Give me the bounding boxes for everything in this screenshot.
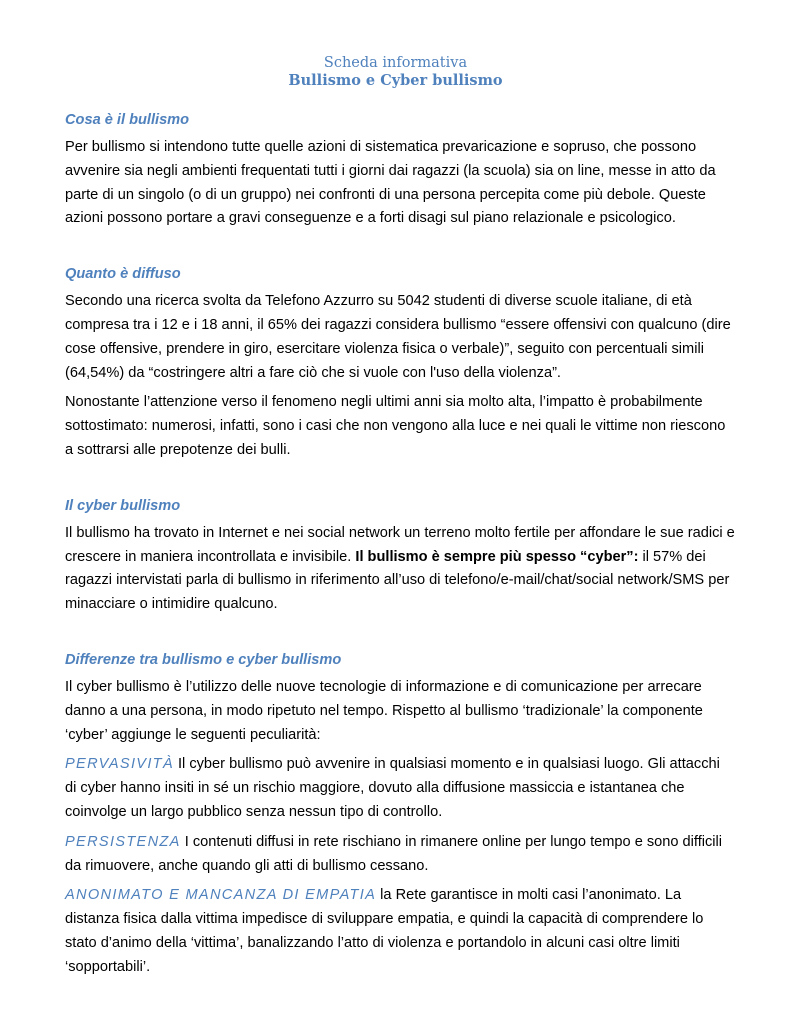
- peculiarity-item: [65, 753, 735, 824]
- title-block: [0, 54, 791, 90]
- section-gap: [65, 469, 735, 496]
- section-differenze: [65, 650, 735, 980]
- paragraph: Il cyber bullismo è l’utilizzo delle nuove tecnologie di informazione e di comunicazione per arrecare danno a una persona, in modo ripetuto nel tempo. Rispetto al bullismo ‘tradizionale’ la componente ‘cyber’ aggiunge le seguenti peculiarità:: [65, 678, 703, 743]
- peculiarity-text: I contenuti diffusi in rete rischiano in rimanere online per lungo tempo e sono difficili da rimuovere, anche quando gli atti di bullismo cessano.: [65, 833, 723, 874]
- document-title: Scheda informativa: [323, 55, 468, 71]
- section-heading: Il cyber bullismo: [65, 497, 181, 514]
- section-quanto-e-diffuso: [65, 264, 735, 463]
- section-heading: Quanto è diffuso: [65, 266, 181, 283]
- paragraph: Per bullismo si intendono tutte quelle azioni di sistematica prevaricazione e sopruso, che possono avvenire sia negli ambienti frequentati tutti i giorni dai ragazzi (la scuola) sia on line, messe in atto da parte di un singolo (o di un gruppo) nei confronti di una persona percepita come più debole. Queste azioni possono portare a gravi conseguenze e a forti disagi sul piano relazionale e psicologico.: [65, 139, 716, 227]
- section-gap: [65, 623, 735, 650]
- paragraph: [65, 522, 735, 617]
- peculiarity-item: [65, 884, 735, 979]
- paragraph: Secondo una ricerca svolta da Telefono Azzurro su 5042 studenti di diverse scuole italiane, di età compresa tra i 12 e i 18 anni, il 65% dei ragazzi considera bullismo “essere offensivi con qualcuno (dire cose offensive, prendere in giro, esercitare violenza fisica o verbale)”, seguito con percentuali simili (64,54%) da “costringere altri a fare ciò che si vuole con l'uso della violenza”.: [65, 293, 731, 381]
- peculiarity-text: Il cyber bullismo può avvenire in qualsiasi momento e in qualsiasi luogo. Gli attacchi di cyber hanno insiti in sé un rischio maggiore, dovuto alla diffusione massiccia e istantanea che coinvolge un largo pubblico senza nessun tipo di controllo.: [65, 756, 720, 820]
- paragraph-text: Il bullismo ha trovato in Internet e nei social network un terreno molto fertile per affondare le sue radici e crescere in maniera incontrollata e invisibile.: [65, 524, 735, 565]
- section-gap: [65, 237, 735, 264]
- section-cosa-e-il-bullismo: [65, 110, 735, 231]
- section-heading: Differenze tra bullismo e cyber bullismo: [65, 651, 342, 668]
- document-subtitle: Bullismo e Cyber bullismo: [288, 72, 503, 89]
- peculiarity-term: ANONIMATO E MANCANZA DI EMPATIA: [65, 887, 377, 904]
- peculiarity-item: [65, 831, 735, 879]
- section-cyber-bullismo: [65, 496, 735, 617]
- peculiarity-term: PERSISTENZA: [65, 833, 181, 850]
- bold-statement: Il bullismo è sempre più spesso “cyber”:: [355, 548, 639, 565]
- peculiarity-text: la Rete garantisce in molti casi l’anonimato. La distanza fisica dalla vittima impedisce di sviluppare empatia, e quindi la capacità di comprendere lo stato d’animo della ‘vittima’, banalizzando l’atto di violenza e portandolo in alcuni casi oltre limiti ‘sopportabili’.: [65, 887, 704, 975]
- paragraph-text: il 57% dei ragazzi intervistati parla di bullismo in riferimento all’uso di telefono/e-mail/chat/social network/SMS per minacciare o intimidire qualcuno.: [65, 548, 730, 613]
- document-body: [65, 110, 735, 986]
- paragraph: Nonostante l’attenzione verso il fenomeno negli ultimi anni sia molto alta, l’impatto è probabilmente sottostimato: numerosi, infatti, sono i casi che non vengono alla luce e nei quali le vittime non riescono a sottrarsi alle prepotenze dei bulli.: [65, 394, 726, 458]
- section-heading: Cosa è il bullismo: [65, 112, 190, 128]
- peculiarity-term: PERVASIVITÀ: [65, 756, 174, 773]
